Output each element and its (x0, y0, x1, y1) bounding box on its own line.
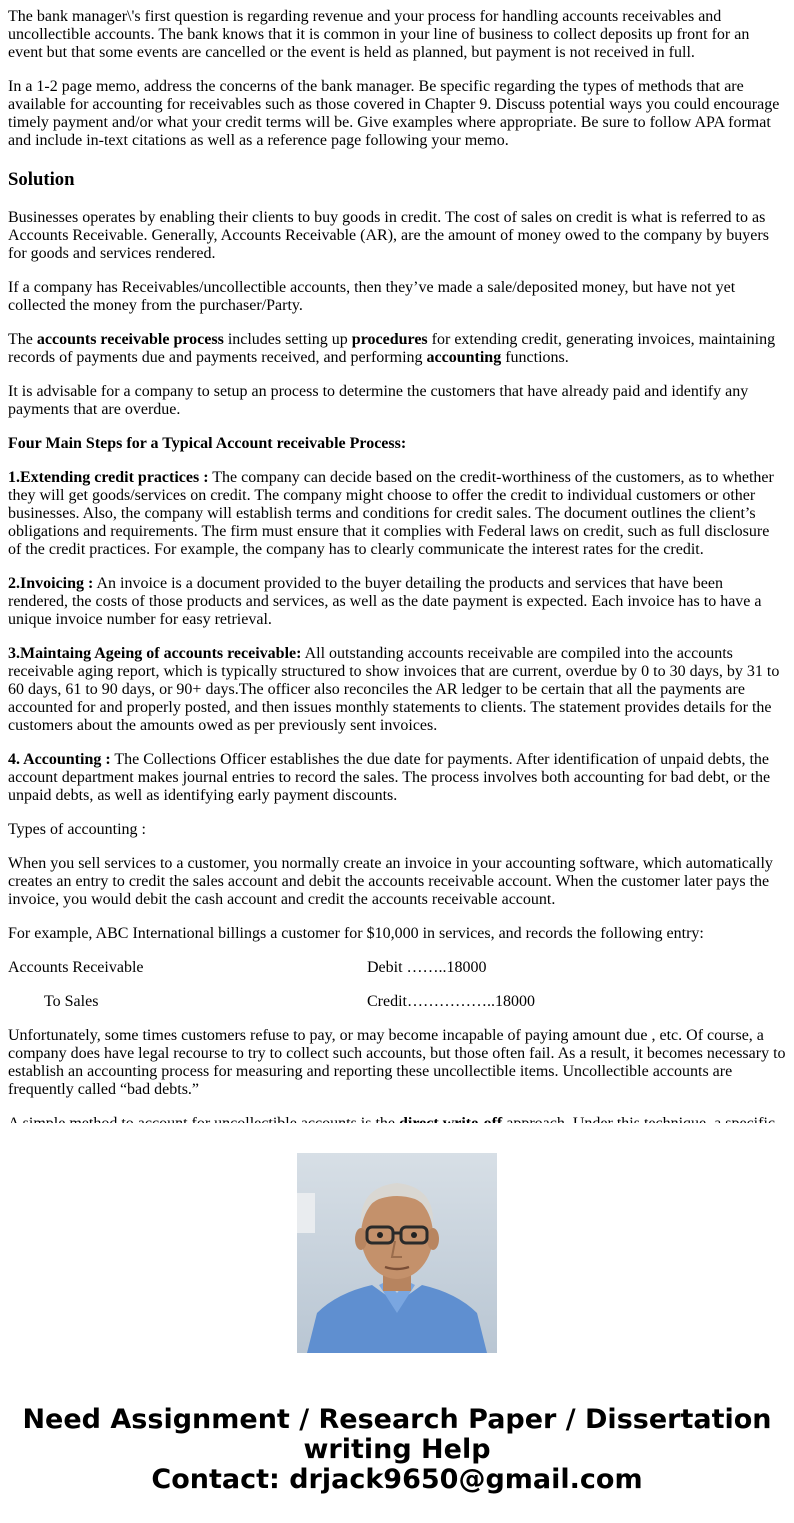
bold-term: procedures (351, 331, 428, 348)
promo-message (0, 1405, 794, 1495)
step-2-paragraph (8, 575, 786, 629)
step-3-text: All outstanding accounts receivable are compiled into the accounts receivable aging report, which is typically structured to show invoices that are current, overdue by 0 to 30 days, by 31 to 60 days, 61 to 90 days, or 90+ days.The officer also reconciles the AR ledger to be certain that all the payments are accounted for and properly posted, and then issues monthly statements to clients. The statement provides details for the customers about the amounts owed as per previously sent invoices. (8, 645, 780, 734)
types-of-accounting-label: Types of accounting : (8, 821, 146, 838)
solution-paragraph-1: Businesses operates by enabling their clients to buy goods in credit. The cost of sales on credit is what is referred to as Accounts Receivable. Generally, Accounts Receivable (AR), are the amount of money owed to the company by buyers for goods and services rendered. (8, 209, 769, 262)
step-3-title: 3.Maintaing Ageing of accounts receivable: (8, 645, 302, 662)
step-1-title: 1.Extending credit practices : (8, 469, 209, 486)
debit-amount: Debit ……..18000 (367, 959, 487, 976)
text-run: The (8, 331, 37, 348)
text-run: functions. (501, 349, 569, 366)
step-4-text: The Collections Officer establishes the due date for payments. After identification of unpaid debts, the account department makes journal entries to record the sales. The process involves both accounting for bad debt, or the unpaid debts, as well as identifying early payment discounts. (8, 751, 771, 804)
step-4-title: 4. Accounting : (8, 751, 111, 768)
bold-term: accounts receivable process (36, 331, 224, 348)
journal-entry-debit (8, 959, 786, 977)
intro-paragraph-2: In a 1-2 page memo, address the concerns of the bank manager. Be specific regarding the types of methods that are available for accounting for receivables such as those covered in Chapter 9. Discuss potential ways you could encourage timely payment and/or what your credit terms will be. Give examples where appropriate. Be sure to follow APA format and include in-text citations as well as a reference page following your memo. (8, 78, 780, 149)
step-4-paragraph (8, 751, 786, 805)
text-run: for extending credit, generating invoices, maintaining records of payments due and payments received, and performing (8, 331, 776, 366)
debit-account: Accounts Receivable (8, 959, 144, 976)
credit-account: To Sales (44, 993, 99, 1010)
promo-line-2: writing Help (303, 1434, 491, 1465)
bold-term: accounting (426, 349, 502, 366)
portrait-image (297, 1153, 497, 1353)
step-3-paragraph (8, 645, 786, 735)
step-1-paragraph (8, 469, 786, 559)
step-2-text: An invoice is a document provided to the buyer detailing the products and services that have been rendered, the costs of those products and services, as well as the date payment is expected. Each invoice has to have a unique invoice number for easy retrieval. (8, 575, 762, 628)
journal-entry-credit (8, 993, 786, 1011)
step-1-text: The company can decide based on the credit-worthiness of the customers, as to whether they will get goods/services on credit. The company might choose to offer the credit to individual customers or other businesses. Also, the company will establish terms and conditions for credit sales. The document outlines the client’s obligations and requirements. The firm must ensure that it complies with Federal laws on credit, such as full disclosure of the credit practices. For example, the company has to clearly communicate the interest rates for the credit. (8, 469, 774, 558)
solution-paragraph-3 (8, 331, 786, 367)
steps-heading-text: Four Main Steps for a Typical Account receivable Process: (8, 435, 407, 452)
promo-banner (0, 1123, 794, 1523)
solution-paragraph-2: If a company has Receivables/uncollectible accounts, then they’ve made a sale/deposited money, but have not yet collected the money from the purchaser/Party. (8, 279, 736, 314)
credit-amount: Credit……………..18000 (367, 993, 535, 1010)
intro-paragraph-1: The bank manager\'s first question is regarding revenue and your process for handling accounts receivables and uncollectible accounts. The bank knows that it is common in your line of business to collect deposits up front for an event but that some events are cancelled or the event is held as planned, but payment is not received in full. (8, 8, 750, 61)
solution-heading: Solution (8, 169, 75, 190)
promo-contact: Contact: drjack9650@gmail.com (151, 1464, 643, 1495)
example-paragraph: For example, ABC International billings a customer for $10,000 in services, and records the following entry: (8, 925, 704, 942)
author-avatar (297, 1153, 497, 1353)
solution-paragraph-4: It is advisable for a company to setup an process to determine the customers that have already paid and identify any payments that are overdue. (8, 383, 749, 418)
steps-heading (8, 435, 786, 453)
step-2-title: 2.Invoicing : (8, 575, 94, 592)
bad-debts-paragraph: Unfortunately, some times customers refuse to pay, or may become incapable of paying amount due , etc. Of course, a company does have legal recourse to try to collect such accounts, but those often fail. As a result, it becomes necessary to establish an accounting process for measuring and reporting these uncollectible items. Uncollectible accounts are frequently called “bad debts.” (8, 1027, 786, 1098)
document-body (8, 0, 786, 1123)
text-run: includes setting up (223, 331, 352, 348)
sell-services-paragraph: When you sell services to a customer, you normally create an invoice in your accounting software, which automatically creates an entry to credit the sales account and debit the accounts receivable account. When the customer later pays the invoice, you would debit the cash account and credit the accounts receivable account. (8, 855, 773, 908)
promo-line-1: Need Assignment / Research Paper / Dissertation (22, 1404, 772, 1435)
